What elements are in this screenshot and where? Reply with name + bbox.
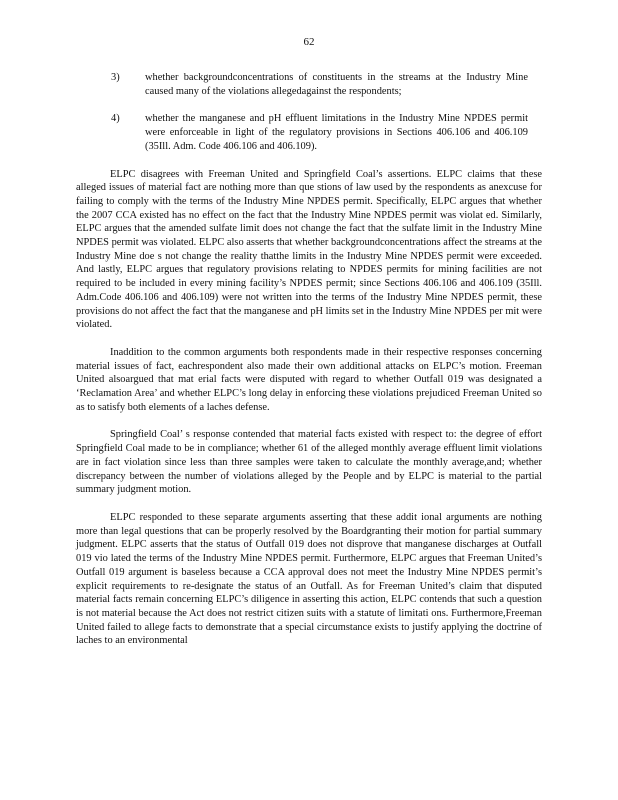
list-item xyxy=(76,112,542,153)
paragraph-elpc-responded: ELPC responded to these separate arguments asserting that these addit ional arguments are nothing more than legal questions that can be properly resolved by the Boardgranting their motion for partial summary judgment. ELPC asserts that the status of Outfall 019 does not disprove that manganese discharges at Outfall 019 vio lated the terms of the Industry Mine NPDES permit. Furthermore, ELPC argues that Freeman United’s Outfall 019 argument is baseless because a CCA approval does not meet the Industry Mine NPDES permit’s explicit requirements to re-designate the status of an Outfall. As for Freeman United’s claim that disputed material facts remain concerning ELPC’s diligence in asserting this action, ELPC contends that such a question is not material because the Act does not restrict citizen suits with a statute of limitati ons. Furthermore,Freeman United failed to allege facts to demonstrate that a special circumstance exists to justify applying the doctrine of laches to an environmental xyxy=(76,511,542,647)
paragraph-elpc-disagrees: ELPC disagrees with Freeman United and Springfield Coal’s assertions. ELPC claims that these alleged issues of material fact are nothing more than que stions of law used by the respondents as anexcuse for failing to comply with the terms of the Industry Mine NPDES permit. Specifically, ELPC argues that whether the 2007 CCA existed has no effect on the fact that the Industry Mine NPDES permit was violat ed. Similarly, ELPC argues that the amended sulfate limit does not change the fact that the sulfate limit in the Industry Mine NPDES permit was violated. ELPC also asserts that whether backgroundconcentrations affect the streams at the Industry Mine doe s not change the reality thatthe limits in the Industry Mine NPDES permit were exceeded. And lastly, ELPC argues that regulatory provisions relating to NPDES permits for mining facilities are not required to be included in every mining facility’s NPDES permit; since Sections 406.106 and 406.109 (35Ill. Adm.Code 406.106 and 406.109) were not written into the terms of the Industry Mine NPDES permit, these provisions do not affect the fact that the manganese and pH limits set in the Industry Mine NPDES per mit were violated. xyxy=(76,168,542,331)
list-item xyxy=(76,71,542,98)
page-body xyxy=(76,71,542,662)
list-item-text: whether backgroundconcentrations of constituents in the streams at the Industry Mine caused many of the violations allegedagainst the respondents; xyxy=(145,72,528,97)
paragraph-springfield-response: Springfield Coal’ s response contended that material facts existed with respect to: the degree of effort Springfield Coal made to be in compliance; whether 61 of the alleged monthly average effluent limit violations are in fact violation since less than three samples were taken to calculate the monthly average,and; whether discrepancy between the number of violations alleged by the People and by ELPC is material to the partial summary judgment motion. xyxy=(76,429,542,496)
list-item-number: 4) xyxy=(111,113,120,125)
page-number: 62 xyxy=(303,36,315,48)
list-item-number: 3) xyxy=(111,72,120,83)
paragraph-additional-attacks: Inaddition to the common arguments both respondents made in their respective responses concerning material issues of fact, eachrespondent also made their own additional attacks on ELPC’s motion. Freeman United alsoargued that mat erial facts were disputed with regard to whether Outfall 019 was designated a ‘Reclamation Area’ and whether ELPC’s long delay in enforcing these violations prejudiced Freeman United so as to satisfy both elements of a laches defense. xyxy=(76,346,542,413)
list-item-text: whether the manganese and pH effluent limitations in the Industry Mine NPDES permit were enforceable in light of the regulatory provisions in Sections 406.106 and 406.109 (35Ill. Adm. Code 406.106 and 406.109). xyxy=(145,113,528,152)
